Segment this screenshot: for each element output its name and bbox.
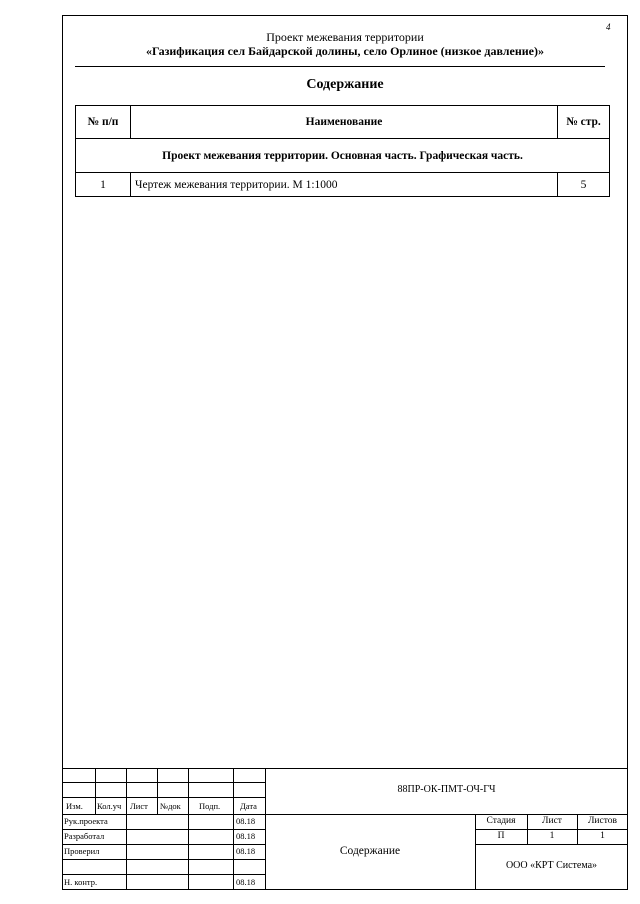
col-header-page: № стр.: [558, 106, 610, 139]
row-page: 5: [558, 173, 610, 197]
stamp-date: 08.18: [236, 846, 256, 856]
header-object: «Газификация сел Байдарской долины, село Орлиное (низкое давление)»: [145, 44, 544, 58]
stamp-role: Разработал: [64, 831, 105, 841]
page-number: 4: [606, 22, 611, 32]
stamp-role: Рук.проекта: [64, 816, 108, 826]
header-project: Проект межевания территории: [266, 30, 424, 44]
col-header-name: Наименование: [131, 106, 558, 139]
col-header-number: № п/п: [76, 106, 131, 139]
stamp-col-date: Дата: [240, 801, 257, 811]
stamp-date: 08.18: [236, 877, 256, 887]
stage-label: Стадия: [486, 816, 516, 826]
sheet-label: Лист: [542, 816, 562, 826]
header-divider: [75, 66, 605, 67]
stamp-col-ndok: №док: [160, 801, 181, 811]
stamp-doc-title: Содержание: [339, 845, 401, 857]
sheet-value: 1: [549, 831, 555, 841]
stamp-col-podp: Подп.: [199, 801, 221, 811]
company-name: ООО «КРТ Система»: [505, 860, 598, 871]
section-title: Проект межевания территории. Основная часть. Графическая часть.: [76, 139, 610, 173]
page-title: Содержание: [306, 77, 384, 92]
table-section-row: [76, 139, 610, 173]
stamp-role: Проверил: [64, 846, 100, 856]
stamp-date: 08.18: [236, 831, 256, 841]
stamp-col-kol: Кол.уч: [97, 801, 122, 811]
stage-value: П: [497, 831, 505, 841]
stamp-date: 08.18: [236, 816, 256, 826]
stamp-role: Н. контр.: [64, 877, 98, 887]
contents-table: [75, 105, 610, 197]
title-block: [62, 768, 628, 890]
row-number: 1: [76, 173, 131, 197]
row-name: Чертеж межевания территории. М 1:1000: [131, 173, 558, 197]
stamp-col-izm: Изм.: [66, 801, 83, 811]
sheets-label: Листов: [587, 816, 617, 826]
document-code: 88ПР-ОК-ПМТ-ОЧ-ГЧ: [397, 784, 496, 795]
table-row: [76, 173, 610, 197]
sheets-value: 1: [600, 831, 605, 841]
stamp-col-list: Лист: [130, 801, 148, 811]
table-header-row: [76, 106, 610, 139]
